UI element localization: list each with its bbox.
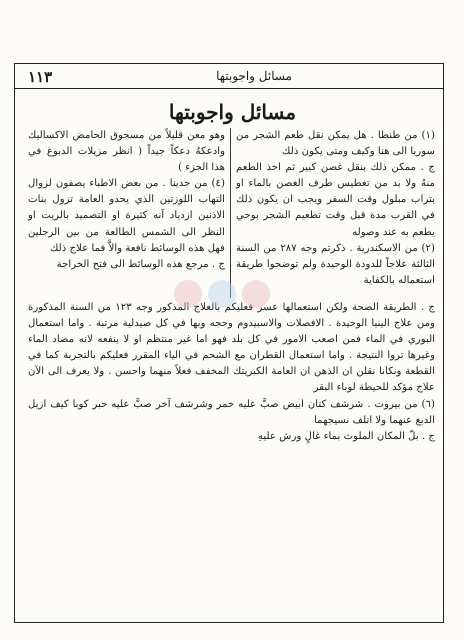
lower-text xyxy=(28,300,435,445)
paragraph: (٢) من الاسكندرية . ذكرتم وجه ٢٨٧ من السنة الثالثة علاجاً للدودة الوحيدة ولم توضحوا طريقة استعماله بالكفاية xyxy=(236,242,435,286)
left-column xyxy=(28,128,225,273)
paragraph: ج . ممكن ذلك بنقل غصن كبير ثم اخذ الطعم منهُ ولا بد من تغطيس طرف الغصن بالماء او بتراب مبلول وقت السفر ويجب ان يكون ذلك في القرب مدة قبل وقت تطعيم الشجر بوحي يطعم به عند وصوله xyxy=(236,162,435,238)
paragraph: (٤) من جدينا . من بعض الاطباء يصفون لزوال التهاب اللوزتين الذي يحدو العامة تزول بنات الاذنين ازدياد آنه كثيرة او التصميد بالريت او النظر الى الشمس الطالعة من بين الرجلين فهل هذه الوسائط نافعة والاَّ فما علاج ذلك xyxy=(28,178,225,254)
section-title: مسائل واجوبتها xyxy=(168,100,297,124)
paragraph: (٦) من بيروت . شرشف كتان ابيض صبَّ عليه خمر وشرشف آخر صبَّ عليه حبر كوبا كيف ازيل الدبغ عنهما ولا اتلف نسيجهما xyxy=(28,398,435,426)
paragraph: ج . مرجع هذه الوسائط الى فتح الخراجة xyxy=(56,258,225,270)
paragraph: ج . بلّ المكان الملوث بماء غالٍ ورش عليهِ xyxy=(257,430,435,442)
watermark-logo xyxy=(150,268,310,320)
page-number: ١١٣ xyxy=(28,68,53,86)
header-rule xyxy=(14,88,444,89)
paragraph: (١) من طنطا . هل يمكن نقل طعم الشجر من سوريا الى هنا وكيف ومتى يكون ذلك xyxy=(236,130,435,158)
paragraph: ج . الطريقة الصحة ولكن استعمالها عسر فعليكم بالعلاج المذكور وجه ١٢٣ من السنة المذكورة ومن علاج الينيا الوحيدة . الافصلات والاسبيدوم وحجه وبها في كل صيدلية مرتبة . واما استعمال البوري في الماء فمن اصعب الامور في كل بلد فهو اما غير منتظم او لا ينفعه لانه مضاد الماء وغيرها تروا النتيجة . واما استعمال القطران مع الشحم في الياء المقرر فعليكم بالتجربة كما في القطعة ونكانا نقلن ان الذهن ان العامة الكبريتك المخفف فعلاً منهما واحسن . ولا يعرف الى الآن علاج مؤكد للحيطة لوباء البقر xyxy=(28,302,436,394)
running-title: مسائل واجوبتها xyxy=(216,69,292,83)
paragraph: وهو معن قليلاً من مسحوق الحامض الاكساليك وادعكهُ دعكاً جيداً ( انظر مزيلات الدبوغ في هذا الجزء ) xyxy=(28,130,225,174)
right-column xyxy=(236,128,435,289)
page-header xyxy=(28,66,432,88)
